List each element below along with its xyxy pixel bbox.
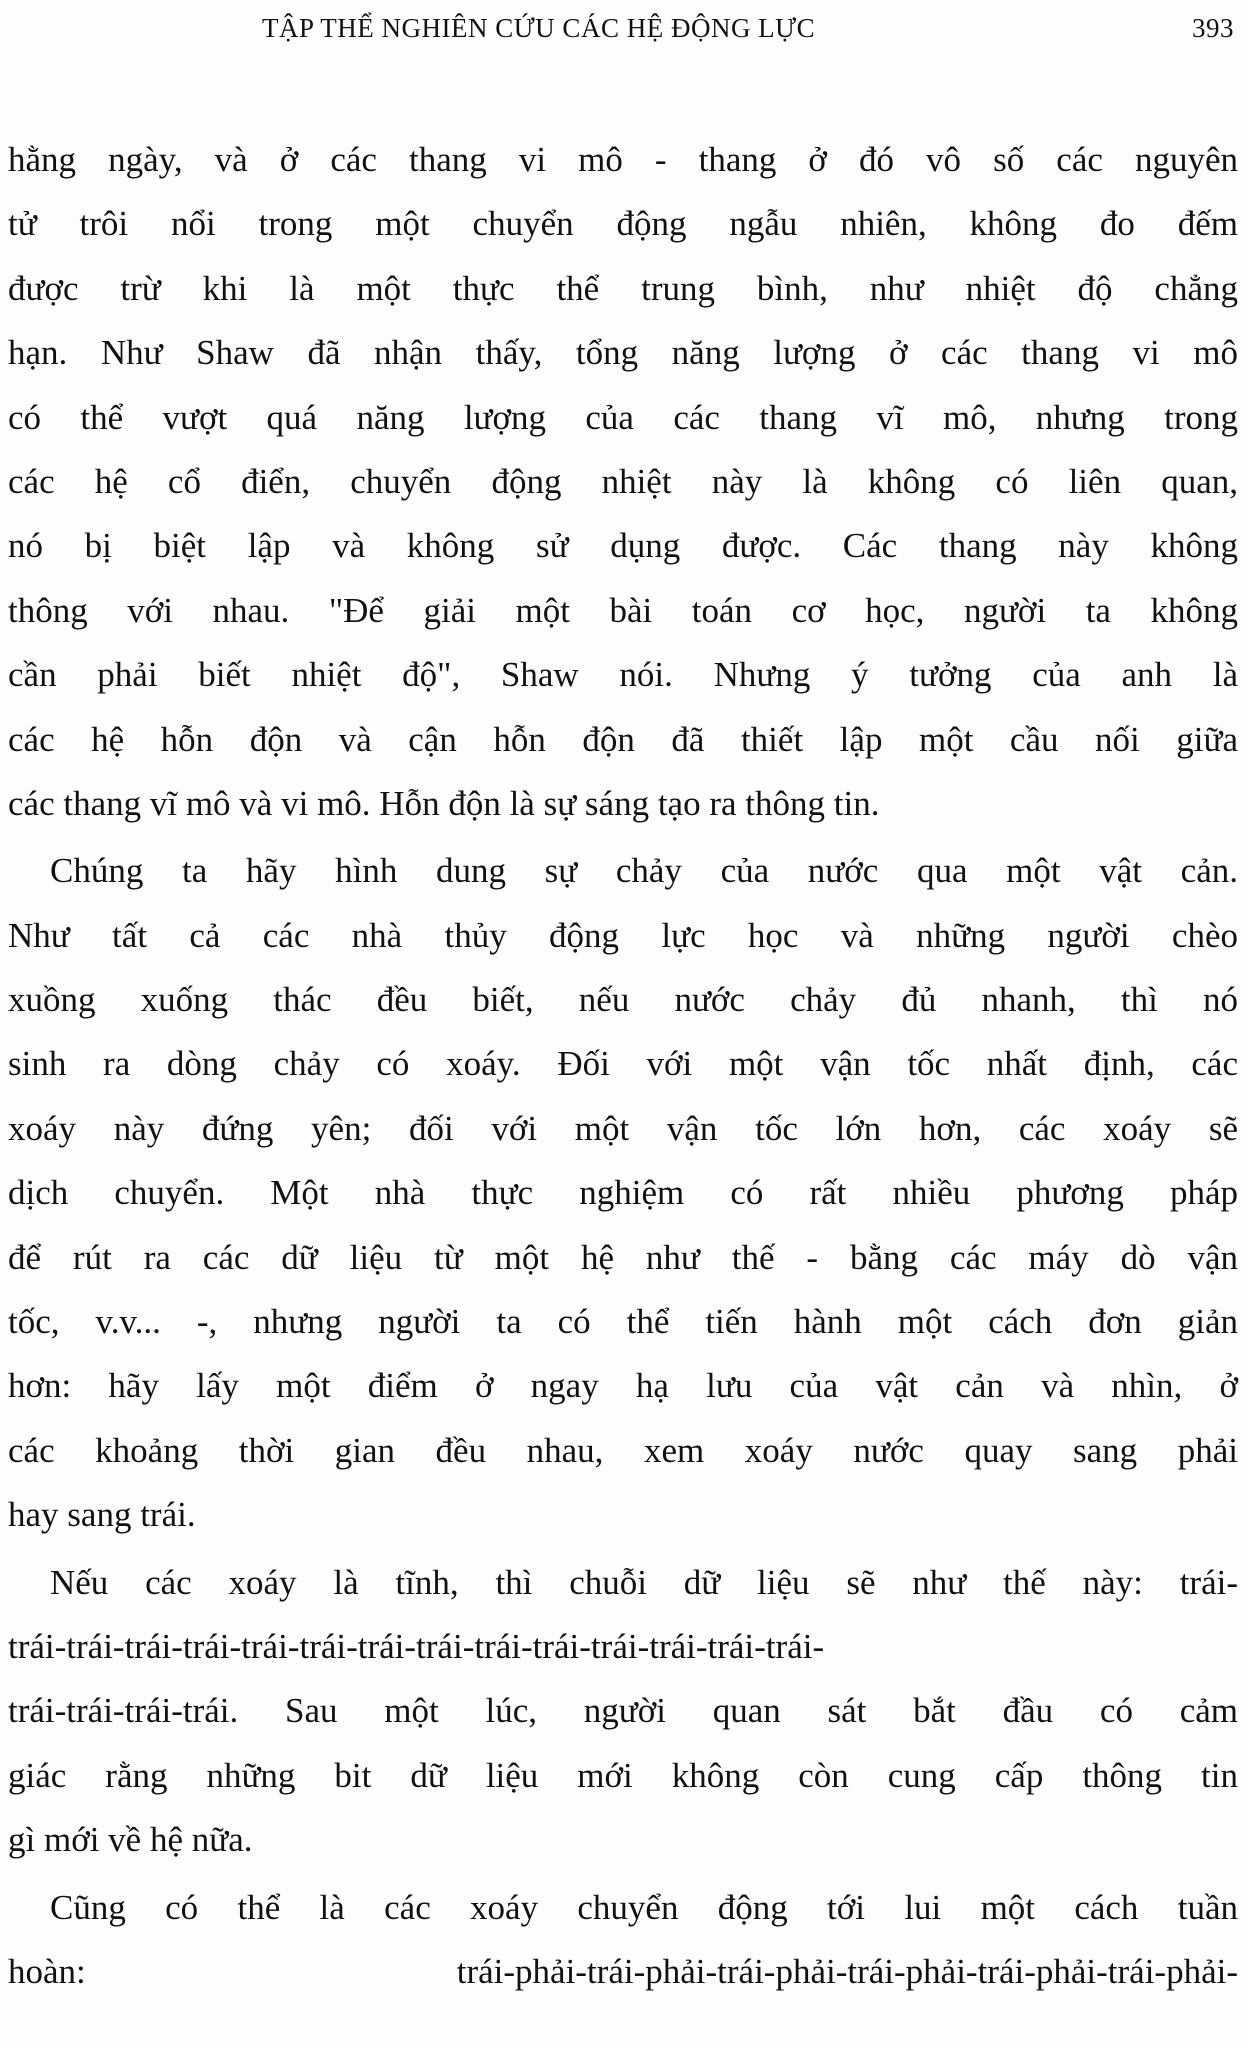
text-line: có thể vượt quá năng lượng của các thang vĩ mô, nhưng trong [8, 397, 1238, 437]
text-line: các hệ cổ điển, chuyển động nhiệt này là không có liên quan, [8, 461, 1238, 501]
text-line: hay sang trái. [8, 1495, 196, 1535]
text-line: hơn: hãy lấy một điểm ở ngay hạ lưu của vật cản và nhìn, ở [8, 1366, 1238, 1406]
paragraph-3 [8, 1551, 1238, 1873]
text-line: Nếu các xoáy là tĩnh, thì chuỗi dữ liệu sẽ như thế này: trái- [50, 1562, 1238, 1602]
text-line: các hệ hỗn độn và cận hỗn độn đã thiết lập một cầu nối giữa [8, 719, 1238, 759]
text-line: trái-trái-trái-trái. Sau một lúc, người quan sát bắt đầu có cảm [8, 1691, 1238, 1731]
text-line: hoàn: trái-phải-trái-phải-trái-phải-trái-phải-trái-phải-trái-phải- [8, 1951, 1238, 1991]
text-line: xuồng xuống thác đều biết, nếu nước chảy đủ nhanh, thì nó [8, 980, 1238, 1020]
text-line: cần phải biết nhiệt độ", Shaw nói. Nhưng ý tưởng của anh là [8, 655, 1238, 695]
page-number: 393 [1192, 12, 1234, 43]
text-line: Chúng ta hãy hình dung sự chảy của nước qua một vật cản. [50, 851, 1238, 891]
text-line: các thang vĩ mô và vi mô. Hỗn độn là sự sáng tạo ra thông tin. [8, 783, 880, 823]
text-line: thông với nhau. "Để giải một bài toán cơ học, người ta không [8, 590, 1238, 630]
text-line: các khoảng thời gian đều nhau, xem xoáy nước quay sang phải [8, 1430, 1238, 1470]
text-line: sinh ra dòng chảy có xoáy. Đối với một vận tốc nhất định, các [8, 1044, 1238, 1084]
text-line: Như tất cả các nhà thủy động lực học và những người chèo [8, 915, 1238, 955]
text-line: tốc, v.v... -, nhưng người ta có thể tiến hành một cách đơn giản [8, 1302, 1238, 1342]
text-line: trái-trái-trái-trái-trái-trái-trái-trái-trái-trái-trái-trái-trái-trái- [8, 1626, 825, 1666]
text-line: hằng ngày, và ở các thang vi mô - thang ở đó vô số các nguyên [8, 140, 1238, 179]
text-line: nó bị biệt lập và không sử dụng được. Các thang này không [8, 526, 1238, 566]
text-line: tử trôi nổi trong một chuyển động ngẫu nhiên, không đo đếm [8, 204, 1238, 244]
text-line: hạn. Như Shaw đã nhận thấy, tổng năng lượng ở các thang vi mô [8, 333, 1238, 373]
running-head: TẬP THỂ NGHIÊN CỨU CÁC HỆ ĐỘNG LỰC [262, 12, 816, 43]
text-line: xoáy này đứng yên; đối với một vận tốc lớn hơn, các xoáy sẽ [8, 1108, 1238, 1148]
text-line: Cũng có thể là các xoáy chuyển động tới lui một cách tuần [50, 1887, 1238, 1927]
paragraph-4 [8, 1876, 1238, 2005]
paragraph-2 [8, 839, 1238, 1547]
text-line: để rút ra các dữ liệu từ một hệ như thế - bằng các máy dò vận [8, 1237, 1238, 1277]
page-header [262, 10, 1234, 46]
body-text [8, 128, 1238, 2004]
text-line: dịch chuyển. Một nhà thực nghiệm có rất nhiều phương pháp [8, 1173, 1238, 1213]
text-line: gì mới về hệ nữa. [8, 1820, 253, 1860]
text-line: giác rằng những bit dữ liệu mới không còn cung cấp thông tin [8, 1755, 1238, 1795]
paragraph-1 [8, 128, 1238, 836]
text-line: được trừ khi là một thực thể trung bình, như nhiệt độ chẳng [8, 268, 1238, 308]
